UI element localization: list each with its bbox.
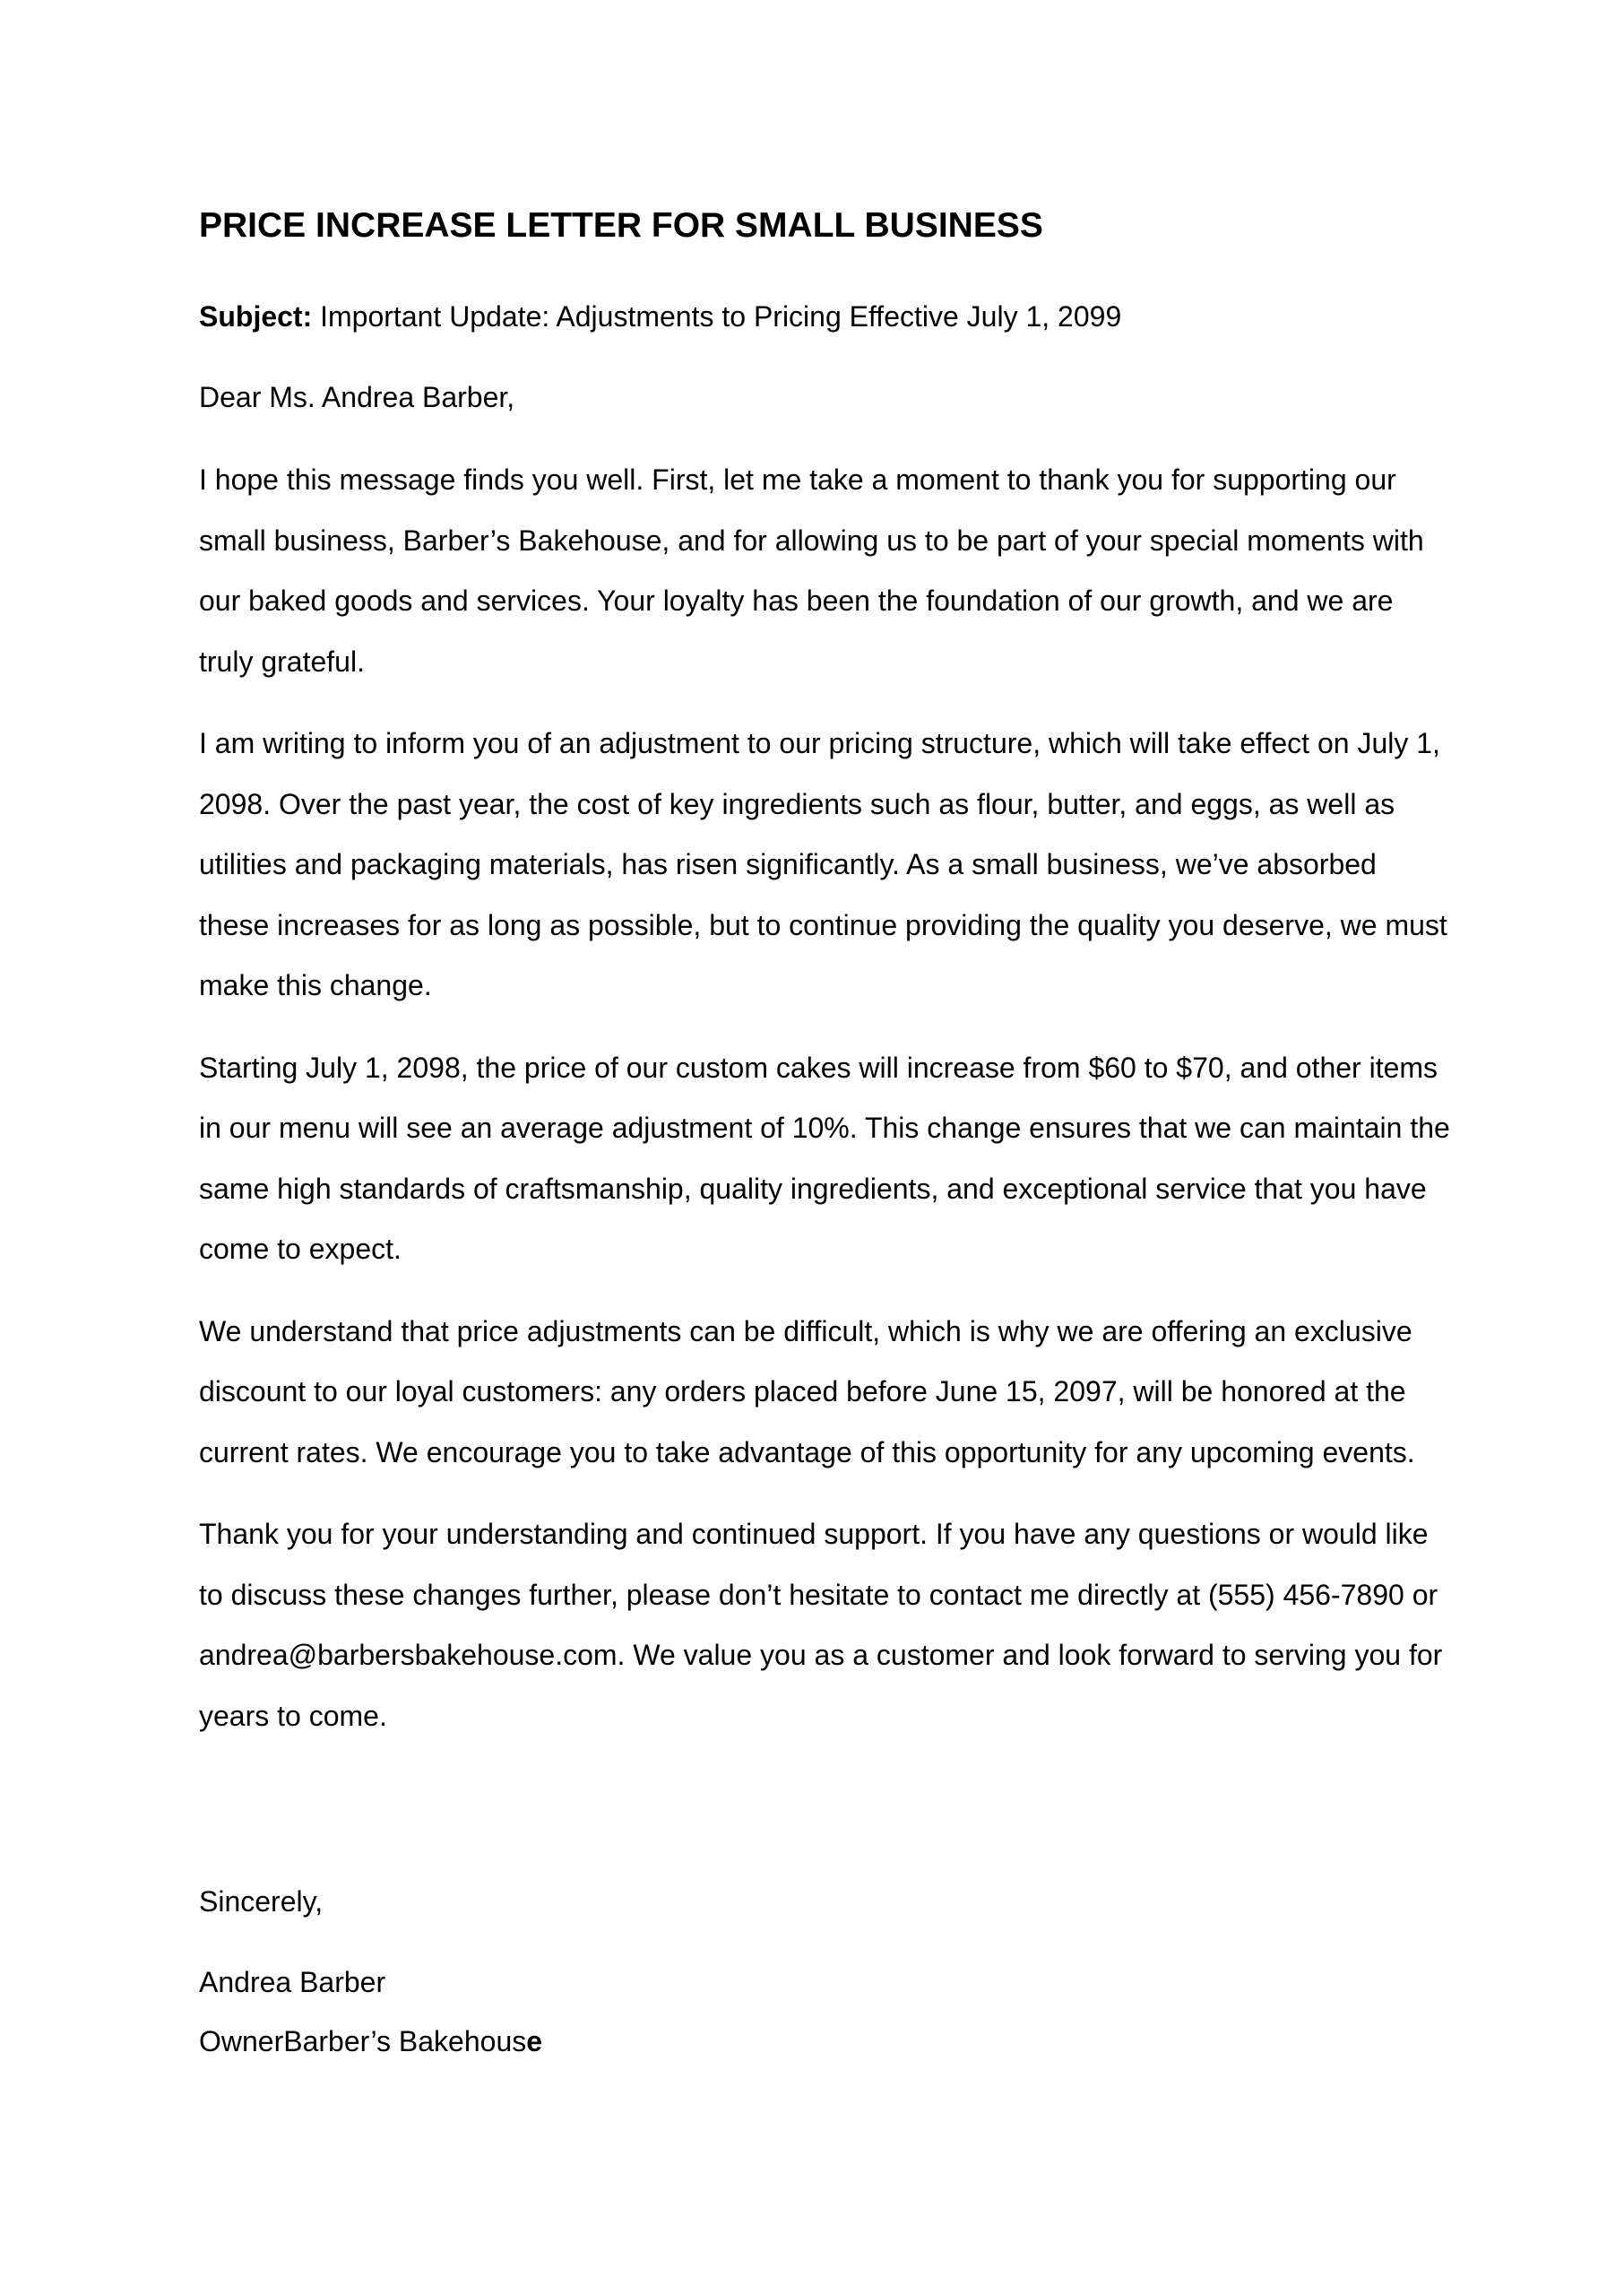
paragraph-thanks: Thank you for your understanding and continued support. If you have any questions or would like to discuss these changes further, please don’t hesitate to contact me directly at (555) 456-7890 or andrea@barbersbakehouse.com. We value you as a customer and look forward to serving you for years to come. bbox=[199, 1518, 1443, 1732]
signature-title-main: OwnerBarber’s Bakehous bbox=[199, 2025, 527, 2057]
signature-name: Andrea Barber bbox=[199, 1966, 386, 1998]
subject-text: Important Update: Adjustments to Pricing Effective July 1, 2099 bbox=[312, 300, 1122, 333]
paragraph-adjustment: I am writing to inform you of an adjustment to our pricing structure, which will take effect on July 1, 2098. Over the past year, the cost of key ingredients such as flour, butter, and eggs, as well as utilities and packaging materials, has risen significantly. As a small business, we’ve absorbed these increases for as long as possible, but to continue providing the quality you deserve, we must make this change. bbox=[199, 727, 1447, 1001]
subject-label: Subject: bbox=[199, 300, 313, 333]
subject-line bbox=[199, 287, 1454, 346]
paragraph-intro: I hope this message finds you well. First, let me take a moment to thank you for supporting our small business, Barber’s Bakehouse, and for allowing us to be part of your special moments with our baked goods and services. Your loyalty has been the foundation of our growth, and we are truly grateful. bbox=[199, 463, 1424, 678]
signature-title bbox=[199, 2012, 1454, 2071]
salutation: Dear Ms. Andrea Barber, bbox=[199, 381, 515, 413]
document-title: PRICE INCREASE LETTER FOR SMALL BUSINESS bbox=[199, 206, 1043, 245]
letter-content bbox=[199, 203, 1454, 2071]
paragraph-discount: We understand that price adjustments can be difficult, which is why we are offering an exclusive discount to our loyal customers: any orders placed before June 15, 2097, will be honored at the current rates. We encourage you to take advantage of this opportunity for any upcoming events. bbox=[199, 1314, 1415, 1468]
closing: Sincerely, bbox=[199, 1885, 324, 1918]
signature-title-bold-end: e bbox=[526, 2025, 543, 2057]
paragraph-pricing: Starting July 1, 2098, the price of our custom cakes will increase from $60 to $70, and other items in our menu will see an average adjustment of 10%. This change ensures that we can maintain the same high standards of craftsmanship, quality ingredients, and exceptional service that you have come to expect. bbox=[199, 1051, 1450, 1265]
